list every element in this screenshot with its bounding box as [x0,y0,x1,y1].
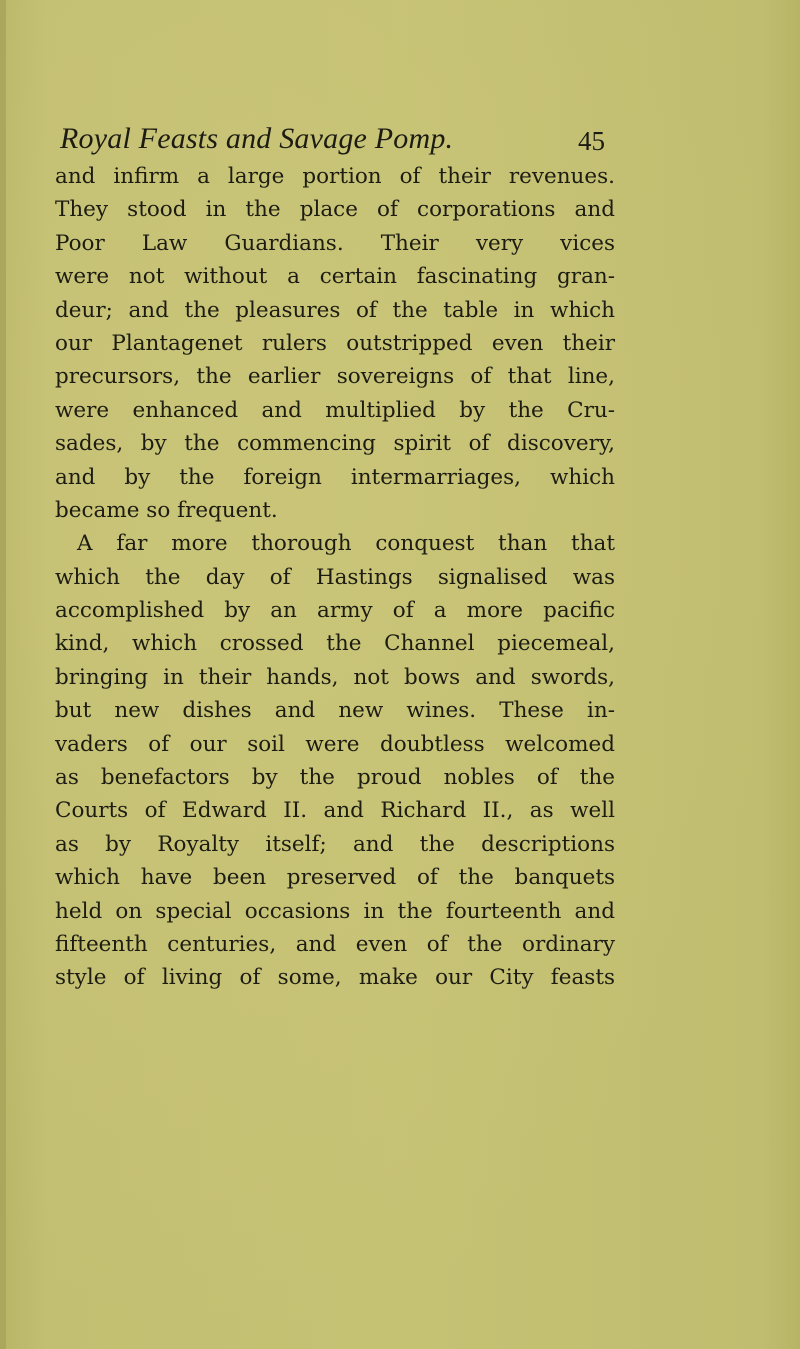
page-number: 45 [578,126,605,156]
text-line: and infirm a large portion of their revenues. [55,164,615,189]
text-line: kind, which crossed the Channel piecemeal, [55,631,615,657]
text-line: A far more thorough conquest than that [77,531,615,557]
page-gutter-edge [0,0,6,1349]
body-text [55,160,615,995]
text-line: were not without a certain fascinating gran- [55,264,615,290]
text-line: They stood in the place of corporations and [55,197,615,223]
text-line: and by the foreign intermarriages, which [55,464,615,490]
text-line: precursors, the earlier sovereigns of that line, [55,364,615,390]
text-line: which the day of Hastings signalised was [55,564,615,590]
running-head-title: Royal Feasts and Savage Pomp. [60,122,454,155]
text-line: style of living of some, make our City feasts [55,965,615,991]
text-line: deur; and the pleasures of the table in which [55,297,615,323]
text-line: Poor Law Guardians. Their very vices [55,230,615,256]
text-line: accomplished by an army of a more pacific [55,598,615,624]
text-line: fifteenth centuries, and even of the ordinary [55,931,615,957]
text-line: vaders of our soil were doubtless welcomed [55,731,615,757]
text-line: sades, by the commencing spirit of discovery, [55,431,615,457]
text-line: but new dishes and new wines. These in- [55,698,615,724]
text-line: as by Royalty itself; and the descriptions [55,831,615,857]
text-line: bringing in their hands, not bows and swords, [55,664,615,690]
text-line: our Plantagenet rulers outstripped even their [55,330,615,356]
text-line: held on special occasions in the fourteenth and [55,898,615,924]
text-line: Courts of Edward II. and Richard II., as well [55,798,615,824]
text-line: which have been preserved of the banquets [55,865,615,891]
text-line: as benefactors by the proud nobles of the [55,765,615,791]
text-line: were enhanced and multiplied by the Cru- [55,397,615,423]
text-line: became so frequent. [55,497,278,523]
running-head [60,122,605,162]
